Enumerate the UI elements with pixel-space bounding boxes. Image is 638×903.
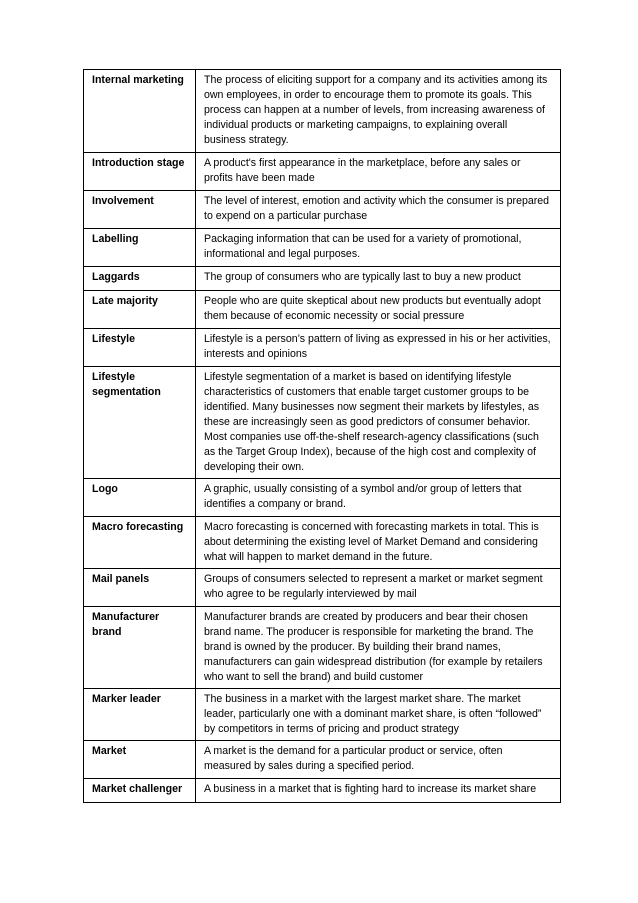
table-row xyxy=(84,479,561,517)
table-row xyxy=(84,153,561,191)
definition-cell: Groups of consumers selected to represent a market or market segment who agree to be regularly interviewed by mail xyxy=(196,569,561,607)
definition-cell: Manufacturer brands are created by producers and bear their chosen brand name. The producer is responsible for marketing the brand. The brand is owned by the producer. By building their brand names, manufacturers can gain widespread distribution (for example by retailers who want to sell the brand) and build customer xyxy=(196,607,561,689)
definition-cell: The level of interest, emotion and activity which the consumer is prepared to expend on a particular purchase xyxy=(196,191,561,229)
definition-cell: A graphic, usually consisting of a symbol and/or group of letters that identifies a company or brand. xyxy=(196,479,561,517)
table-row xyxy=(84,267,561,291)
table-row xyxy=(84,229,561,267)
term-cell: Internal marketing xyxy=(84,70,196,153)
definition-cell: The group of consumers who are typically last to buy a new product xyxy=(196,267,561,291)
term-cell: Labelling xyxy=(84,229,196,267)
table-row xyxy=(84,569,561,607)
definition-cell: Macro forecasting is concerned with forecasting markets in total. This is about determining the existing level of Market Demand and considering what will happen to market demand in the future. xyxy=(196,517,561,569)
definition-cell: A product's first appearance in the marketplace, before any sales or profits have been made xyxy=(196,153,561,191)
term-cell: Introduction stage xyxy=(84,153,196,191)
definition-cell: Lifestyle is a person’s pattern of living as expressed in his or her activities, interests and opinions xyxy=(196,329,561,367)
definition-cell: A market is the demand for a particular product or service, often measured by sales during a specified period. xyxy=(196,741,561,779)
definition-cell: A business in a market that is fighting hard to increase its market share xyxy=(196,779,561,803)
term-cell: Mail panels xyxy=(84,569,196,607)
definition-cell: The process of eliciting support for a company and its activities among its own employees, in order to encourage them to promote its goals. This process can happen at a number of levels, from increasing awareness of individual products or marketing campaigns, to explaining overall business strategy. xyxy=(196,70,561,153)
definition-cell: People who are quite skeptical about new products but eventually adopt them because of economic necessity or social pressure xyxy=(196,291,561,329)
table-row xyxy=(84,741,561,779)
term-cell: Manufacturer brand xyxy=(84,607,196,689)
table-row xyxy=(84,367,561,479)
term-cell: Logo xyxy=(84,479,196,517)
term-cell: Market xyxy=(84,741,196,779)
table-row xyxy=(84,779,561,803)
table-row xyxy=(84,191,561,229)
glossary-table xyxy=(83,69,561,803)
definition-cell: Packaging information that can be used for a variety of promotional, informational and legal purposes. xyxy=(196,229,561,267)
table-row xyxy=(84,607,561,689)
definition-cell: The business in a market with the largest market share. The market leader, particularly one with a dominant market share, is often “followed” by competitors in terms of pricing and product strategy xyxy=(196,689,561,741)
term-cell: Market challenger xyxy=(84,779,196,803)
table-row xyxy=(84,329,561,367)
term-cell: Macro forecasting xyxy=(84,517,196,569)
definition-cell: Lifestyle segmentation of a market is based on identifying lifestyle characteristics of customers that enable target customer groups to be identified. Many businesses now segment their markets by lifestyles, as these are increasingly seen as good predictors of consumer behavior. Most companies use off-the-shelf research-agency classifications (such as the Target Group Index), because of the high cost and complexity of developing their own. xyxy=(196,367,561,479)
term-cell: Involvement xyxy=(84,191,196,229)
term-cell: Laggards xyxy=(84,267,196,291)
term-cell: Late majority xyxy=(84,291,196,329)
table-row xyxy=(84,291,561,329)
table-row xyxy=(84,70,561,153)
term-cell: Lifestyle xyxy=(84,329,196,367)
term-cell: Marker leader xyxy=(84,689,196,741)
term-cell: Lifestyle segmentation xyxy=(84,367,196,479)
table-row xyxy=(84,517,561,569)
table-row xyxy=(84,689,561,741)
